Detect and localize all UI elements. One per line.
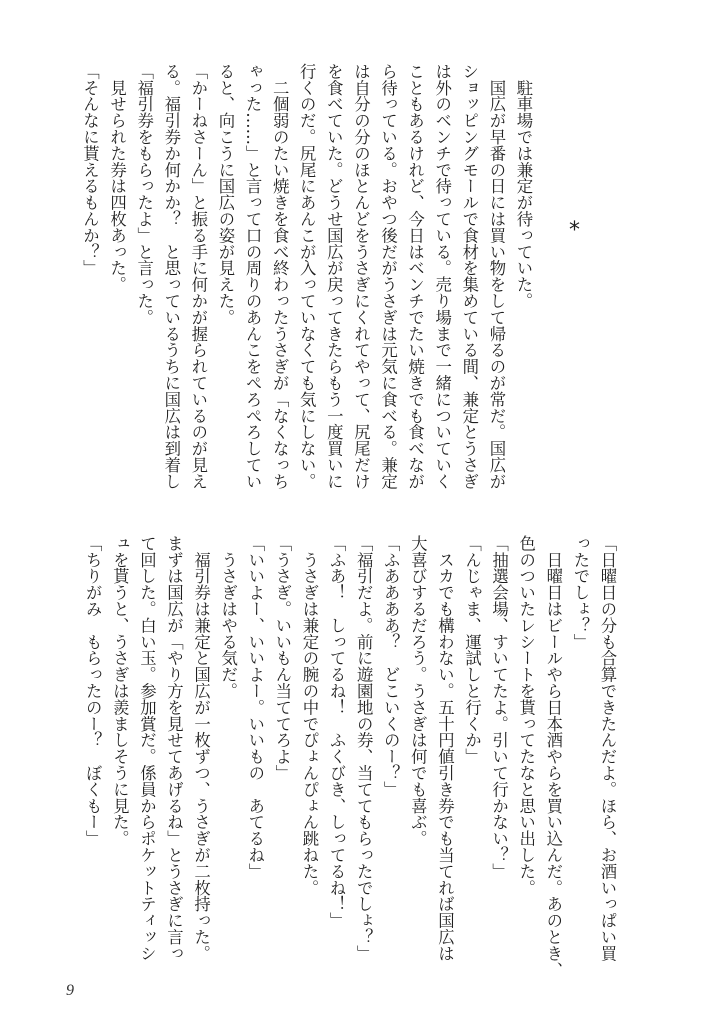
page-number: 9 [66, 982, 74, 999]
text-line: まずは国広が「やり方を見せてあげるね」とうさぎに言っ [164, 535, 184, 962]
text-line: 「そんなに貰えるもんか？」 [80, 63, 100, 277]
text-line: 国広が早番の日には買い物をして帰るのが常だ。国広が [486, 63, 506, 490]
text-line: は外のベンチで待っている。売り場まで一緒についていく [432, 63, 452, 490]
text-line: る。福引券か何かか？ と思っているうちに国広は到着し [161, 63, 181, 490]
section-break-asterisk: * [569, 218, 580, 243]
text-line: 「福引だよ。前に遊園地の券、当ててもらったでしょ？」 [354, 535, 374, 962]
text-line: 「うさぎ。いいもん当ててろよ」 [272, 535, 292, 781]
text-line: 「日曜日の分も合算できたんだよ。ほら、お酒いっぱい買 [598, 535, 617, 962]
text-line: 福引券は兼定と国広が一枚ずつ、うさぎが二枚持った。 [191, 535, 211, 962]
text-line: ショッピングモールで食材を集めている間、兼定とうさぎ [459, 63, 479, 490]
text-line: 「ふああああ？ どこいくのー？」 [381, 535, 401, 798]
text-line: ゃった……」と言って口の周りのあんこをぺろぺろしてい [243, 63, 263, 490]
text-line: 「抽選会場、すいてたよ。引いて行かない？」 [489, 535, 509, 880]
top-text-block [76, 63, 537, 489]
text-line: うさぎはやる気だ。 [218, 535, 238, 699]
text-line: 「ふあ！ しってるね！ ふくびき、しってるね！」 [327, 535, 347, 929]
text-line: 色のついたレシートを貰ってたなと思い出した。 [516, 535, 536, 896]
text-line: 「かーねさーん」と振る手に何かが握られているのが見え [188, 63, 208, 490]
text-line: ったでしょ？」 [570, 535, 590, 650]
text-line: て回した。白い玉。参加賞だ。係員からポケットティッシ [137, 535, 157, 962]
text-line: こともあるけれど、今日はベンチでたい焼きでも食べなが [405, 63, 425, 490]
text-line: 「福引券をもらったよ」と言った。 [134, 63, 154, 326]
text-line: を食べていた。どうせ国広が戻ってきたらもう一度買いに [324, 63, 344, 490]
text-line: 見せられた券は四枚あった。 [107, 63, 127, 293]
text-line: 日曜日はビールやら日本酒やらを買い込んだ。あのとき、 [543, 535, 563, 978]
text-line: ュを貰うと、うさぎは羨ましそうに見た。 [110, 535, 130, 847]
text-line: 「んじゃま、運試しと行くか」 [462, 535, 482, 765]
text-line: 駐車場では兼定が待っていた。 [514, 63, 533, 309]
text-line: うさぎは兼定の腕の中でぴょんぴょん跳ねた。 [299, 535, 319, 896]
text-line: 大喜びするだろう。うさぎは何でも喜ぶ。 [408, 535, 428, 847]
text-line: ると、向こうに国広の姿が見えた。 [215, 63, 235, 326]
bottom-text-block [79, 535, 621, 978]
text-line: ら待っている。おやつ後だがうさぎは元気に食べる。兼定 [378, 63, 398, 490]
text-line: 「いいよー、いいよー。いいもの あてるね」 [245, 535, 265, 880]
text-line: は自分の分のほとんどをうさぎにくれてやって、尻尾だけ [351, 63, 371, 490]
text-line: 行くのだ。尻尾にあんこが入っていなくても気にしない。 [297, 63, 317, 490]
text-line: スカでも構わない。五十円値引き券でも当てれば国広は [435, 535, 455, 962]
text-line: 二個弱のたい焼きを食べ終わったうさぎが「なくなっち [270, 63, 290, 490]
text-line: 「ちりがみ もらったのー？ ぼくもー」 [83, 535, 103, 847]
